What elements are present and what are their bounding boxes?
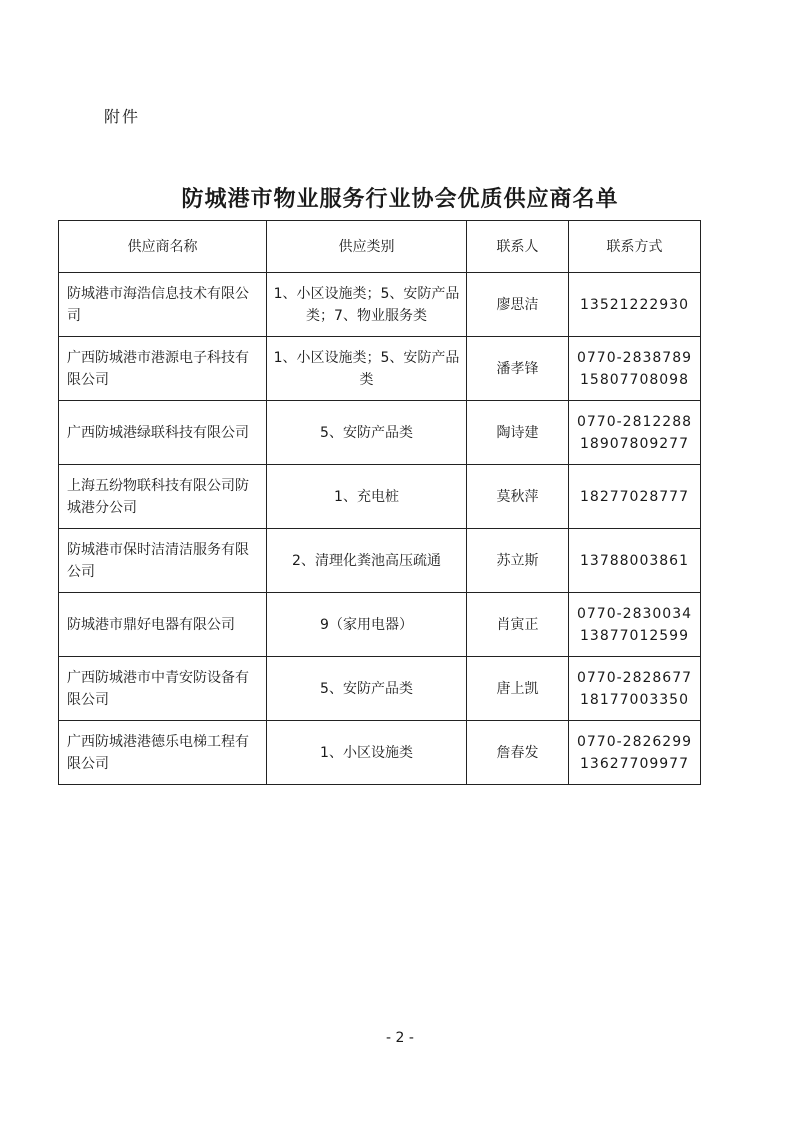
supplier-name: 广西防城港市中青安防设备有限公司	[59, 657, 267, 721]
table-row	[59, 337, 701, 401]
supplier-table	[58, 220, 701, 785]
contact-phone-cell	[569, 465, 701, 529]
contact-phone-cell	[569, 721, 701, 785]
phone-number: 13788003861	[580, 552, 689, 569]
contact-person: 廖思洁	[467, 273, 569, 337]
supplier-name: 广西防城港市港源电子科技有限公司	[59, 337, 267, 401]
page-number: - 2 -	[386, 1030, 414, 1046]
supply-category: 1、小区设施类；5、安防产品类	[267, 337, 467, 401]
contact-phone-cell	[569, 593, 701, 657]
supply-category: 9（家用电器）	[267, 593, 467, 657]
supplier-name: 防城港市海浩信息技术有限公司	[59, 273, 267, 337]
header-contact-method: 联系方式	[569, 221, 701, 273]
phone-number: 13877012599	[580, 627, 689, 644]
phone-number: 18277028777	[580, 488, 689, 505]
phone-number: 0770-2826299	[576, 733, 693, 750]
contact-person: 莫秋萍	[467, 465, 569, 529]
table-header-row	[59, 221, 701, 273]
contact-phone-cell	[569, 273, 701, 337]
supply-category: 1、小区设施类	[267, 721, 467, 785]
contact-person: 詹春发	[467, 721, 569, 785]
phone-number: 13627709977	[580, 755, 689, 772]
table-row	[59, 721, 701, 785]
contact-person: 陶诗建	[467, 401, 569, 465]
contact-person: 苏立斯	[467, 529, 569, 593]
header-supply-category: 供应类别	[267, 221, 467, 273]
contact-person: 唐上凯	[467, 657, 569, 721]
phone-number: 0770-2828677	[576, 669, 693, 686]
phone-number: 13521222930	[580, 296, 689, 313]
supply-category: 5、安防产品类	[267, 657, 467, 721]
phone-number: 18907809277	[580, 435, 689, 452]
supply-category: 1、充电桩	[267, 465, 467, 529]
contact-phone-cell	[569, 529, 701, 593]
supply-category: 5、安防产品类	[267, 401, 467, 465]
supplier-name: 防城港市保时洁清洁服务有限公司	[59, 529, 267, 593]
supplier-name: 广西防城港绿联科技有限公司	[59, 401, 267, 465]
table-row	[59, 465, 701, 529]
contact-phone-cell	[569, 337, 701, 401]
contact-phone-cell	[569, 657, 701, 721]
contact-person: 肖寅正	[467, 593, 569, 657]
supplier-name: 上海五纷物联科技有限公司防城港分公司	[59, 465, 267, 529]
header-supplier-name: 供应商名称	[59, 221, 267, 273]
supply-category: 2、清理化粪池高压疏通	[267, 529, 467, 593]
table-row	[59, 529, 701, 593]
table-row	[59, 273, 701, 337]
attachment-label: 附件	[104, 107, 141, 126]
contact-phone-cell	[569, 401, 701, 465]
table-row	[59, 401, 701, 465]
table-row	[59, 657, 701, 721]
supplier-name: 广西防城港港德乐电梯工程有限公司	[59, 721, 267, 785]
phone-number: 0770-2830034	[576, 605, 693, 622]
phone-number: 18177003350	[580, 691, 689, 708]
supply-category: 1、小区设施类；5、安防产品类；7、物业服务类	[267, 273, 467, 337]
table-row	[59, 593, 701, 657]
supplier-name: 防城港市鼎好电器有限公司	[59, 593, 267, 657]
phone-number: 0770-2812288	[576, 413, 693, 430]
phone-number: 15807708098	[580, 371, 689, 388]
contact-person: 潘孝锋	[467, 337, 569, 401]
header-contact-person: 联系人	[467, 221, 569, 273]
document-title: 防城港市物业服务行业协会优质供应商名单	[181, 187, 619, 212]
phone-number: 0770-2838789	[576, 349, 693, 366]
